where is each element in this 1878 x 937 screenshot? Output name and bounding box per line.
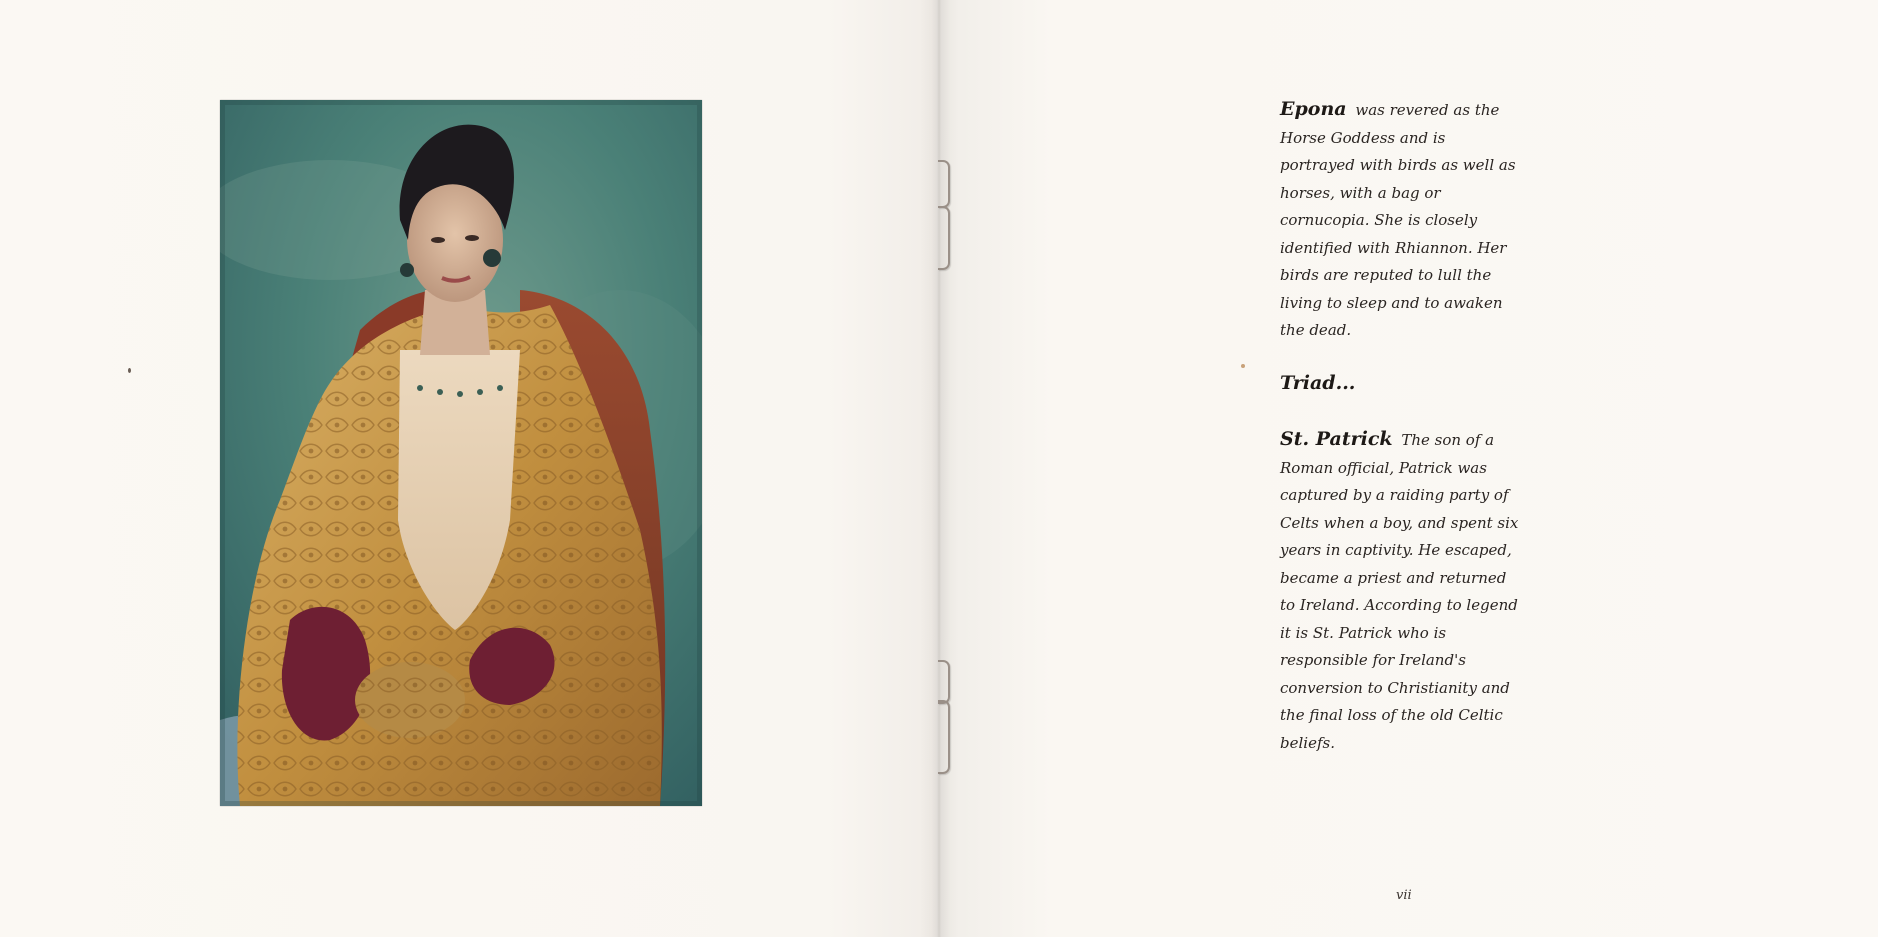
page-number: vii (1396, 888, 1412, 903)
st-patrick-paragraph (1280, 426, 1520, 757)
text-column (1280, 96, 1520, 757)
epona-text: was revered as the Horse Goddess and is portrayed with birds as well as horses, with a bag or cornucopia. She is closely identified with Rhiannon. Her birds are reputed to lull the living to sleep and to awaken the dead. (1280, 101, 1516, 339)
epona-name: Epona (1280, 98, 1347, 120)
st-patrick-text: The son of a Roman official, Patrick was captured by a raiding party of Celts when a boy, and spent six years in captivity. He escaped, became a priest and returned to Ireland. According to legend it is St. Patrick who is responsible for Ireland's conversion to Christianity and the final loss of the old Celtic beliefs. (1280, 431, 1519, 752)
epona-paragraph (1280, 96, 1520, 345)
portrait-photograph (220, 100, 702, 806)
triad-heading: Triad... (1280, 371, 1356, 394)
paper-speck (128, 368, 131, 373)
st-patrick-name: St. Patrick (1280, 428, 1393, 450)
paper-speck (1241, 364, 1245, 368)
